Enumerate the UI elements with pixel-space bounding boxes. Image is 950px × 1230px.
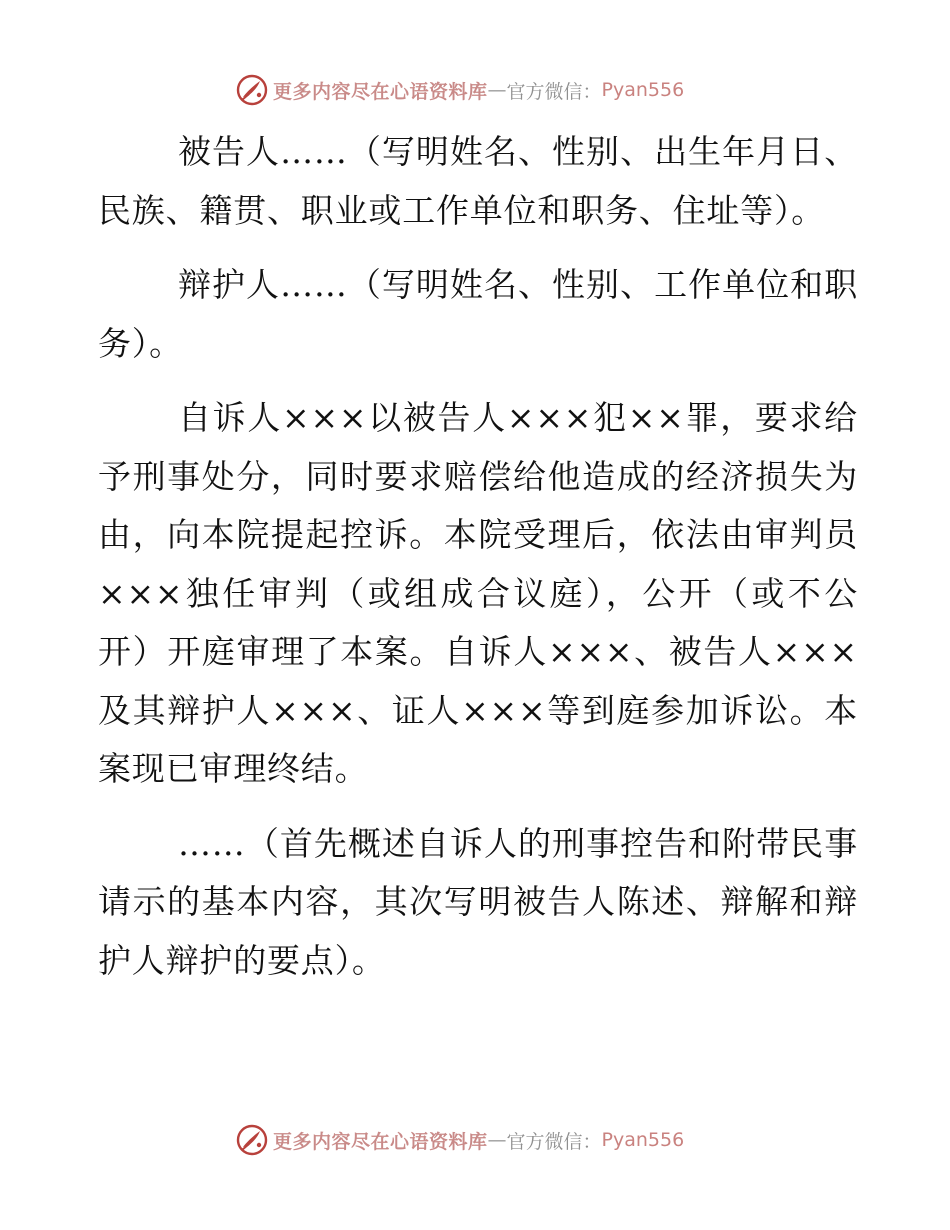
watermark-account: Pyan556 [601,1129,685,1151]
watermark-separator: — [487,1129,507,1151]
watermark-account: Pyan556 [601,79,685,101]
case-summary-paragraph: 自诉人×××以被告人×××犯××罪，要求给予刑事处分，同时要求赔偿给他造成的经济损失为由，向本院提起控诉。本院受理后，依法由审判员×××独任审判（或组成合议庭），公开（或不公开）开庭审理了本案。自诉人×××、被告人×××及其辩护人×××、证人×××等到庭参加诉讼。本案现已审理终结。 [98,398,858,788]
header-watermark [235,73,684,107]
watermark-main-text: 更多内容尽在心语资料库 [273,80,488,103]
defender-paragraph: 辩护人……（写明姓名、性别、工作单位和职务）。 [98,265,858,363]
quill-logo-icon [235,1123,269,1157]
document-body [98,123,858,990]
arguments-paragraph: ……（首先概述自诉人的刑事控告和附带民事请示的基本内容，其次写明被告人陈述、辩解和辩护人辩护的要点）。 [98,823,858,980]
watermark-main-text: 更多内容尽在心语资料库 [273,1130,488,1153]
watermark-wechat-label: 官方微信： [506,80,602,103]
footer-watermark [235,1123,684,1157]
defendant-paragraph: 被告人……（写明姓名、性别、出生年月日、民族、籍贯、职业或工作单位和职务、住址等）。 [98,132,858,230]
watermark-separator: — [487,79,507,101]
watermark-wechat-label: 官方微信： [506,1130,602,1153]
quill-logo-icon [235,73,269,107]
